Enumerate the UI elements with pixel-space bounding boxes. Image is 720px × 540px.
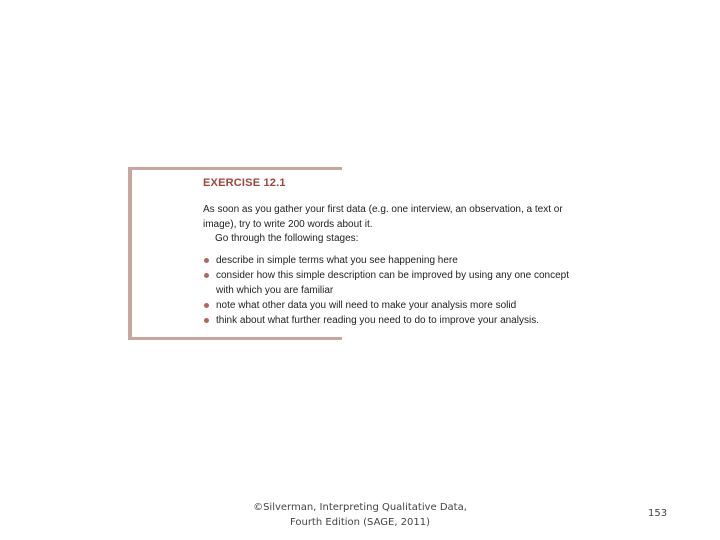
bullet-icon <box>204 318 209 323</box>
exercise-intro: As soon as you gather your first data (e.g. one interview, an observation, a text or image), try to write 200 words about it. <box>203 204 563 230</box>
bullet-icon <box>204 258 209 263</box>
bullet-icon <box>204 273 209 278</box>
list-item-text: think about what further reading you need to do to improve your analysis. <box>216 315 539 326</box>
list-item <box>203 313 588 328</box>
exercise-subheading: Go through the following stages: <box>215 233 359 244</box>
bullet-icon <box>204 303 209 308</box>
list-item <box>203 298 588 313</box>
list-item <box>203 268 588 298</box>
exercise-stage-list <box>203 253 588 328</box>
list-item-text: describe in simple terms what you see happening here <box>216 255 458 266</box>
exercise-box <box>128 167 588 340</box>
citation-line-2: Fourth Edition (SAGE, 2011) <box>289 517 431 528</box>
footer-citation <box>230 500 490 530</box>
exercise-title: EXERCISE 12.1 <box>203 177 286 189</box>
list-item-text: consider how this simple description can be improved by using any one concept with which you are familiar <box>216 270 569 296</box>
list-item <box>203 253 588 268</box>
citation-line-1: ©Silverman, Interpreting Qualitative Data, <box>253 502 467 513</box>
page-number: 153 <box>648 508 668 519</box>
list-item-text: note what other data you will need to make your analysis more solid <box>216 300 517 311</box>
